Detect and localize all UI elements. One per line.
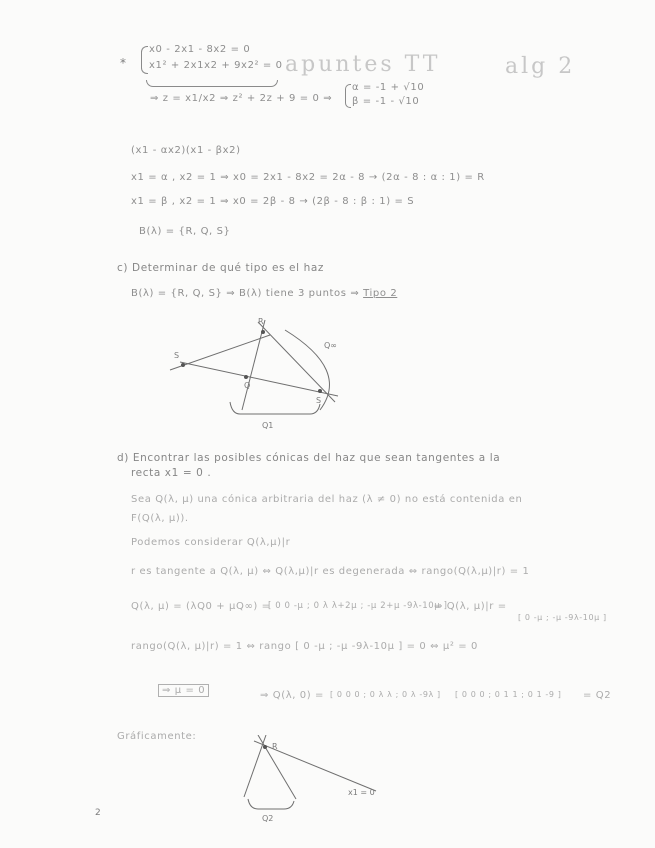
fig2-brace bbox=[248, 799, 294, 809]
fig1-label-left: S bbox=[174, 351, 180, 360]
matrix-2: [ 0 -μ ; -μ -9λ-10μ ] bbox=[518, 613, 607, 622]
roots-brace bbox=[345, 84, 351, 108]
fig1-line-rs-left bbox=[170, 335, 270, 370]
fig1-line-top-q bbox=[242, 320, 265, 410]
part-d-heading-1: d) Encontrar las posibles cónicas del haz que sean tangentes a la bbox=[117, 452, 501, 464]
underbrace bbox=[146, 80, 278, 87]
fig2-label-q2: Q2 bbox=[262, 814, 274, 823]
figure-2-tangent bbox=[226, 735, 396, 825]
factorization: (x1 - αx2)(x1 - βx2) bbox=[131, 145, 241, 156]
part-d-p1-2: F(Q(λ, μ)). bbox=[131, 513, 189, 524]
part-d-heading-2: recta x1 = 0 . bbox=[131, 467, 212, 479]
bullet: * bbox=[120, 56, 127, 70]
fig1-label-right: S bbox=[316, 396, 322, 405]
fig1-point-q bbox=[244, 375, 248, 379]
fig2-point-r bbox=[263, 745, 267, 749]
system-brace bbox=[141, 46, 148, 74]
part-d-p2: Podemos considerar Q(λ,μ)|r bbox=[131, 537, 291, 548]
mu-zero-box: ⇒ μ = 0 bbox=[158, 684, 209, 697]
fig1-point-right bbox=[318, 389, 322, 393]
faint-title: apuntes TT bbox=[285, 52, 441, 77]
fig1-arc-right bbox=[285, 330, 329, 410]
part-c-text-prefix: B(λ) = {R, Q, S} ⇒ B(λ) tiene 3 puntos ⇒ bbox=[131, 288, 360, 299]
faint-title-right: alg 2 bbox=[505, 54, 576, 79]
fig1-label-top: R bbox=[258, 317, 264, 326]
matrix-4: [ 0 0 0 ; 0 1 1 ; 0 1 -9 ] bbox=[455, 690, 562, 699]
equation-2: x1² + 2x1x2 + 9x2² = 0 bbox=[149, 60, 283, 71]
part-d-p1-1: Sea Q(λ, μ) una cónica arbitraria del haz (λ ≠ 0) no está contenida en bbox=[131, 494, 523, 505]
matrix-3: [ 0 0 0 ; 0 λ λ ; 0 λ -9λ ] bbox=[330, 690, 441, 699]
part-d-p6-rest: ⇒ Q(λ, 0) = bbox=[260, 690, 325, 701]
root-beta: β = -1 - √10 bbox=[352, 96, 420, 107]
fig2-label-r: R bbox=[272, 742, 278, 751]
equation-1: x0 - 2x1 - 8x2 = 0 bbox=[149, 44, 251, 55]
part-c-text bbox=[131, 288, 397, 299]
part-d-p4-right: ⇒ Q(λ, μ)|r = bbox=[434, 601, 507, 612]
fig1-line-bottom bbox=[180, 362, 338, 396]
fig1-point-left bbox=[181, 363, 185, 367]
matrix-1: [ 0 0 -μ ; 0 λ λ+2μ ; -μ 2+μ -9λ-10μ ] bbox=[268, 601, 448, 611]
fig2-label-line: x1 = 0 bbox=[348, 788, 375, 797]
part-c-tipo: Tipo 2 bbox=[363, 288, 398, 299]
fig1-label-qinf: Q∞ bbox=[324, 341, 337, 350]
fig1-label-q1: Q1 bbox=[262, 421, 274, 430]
part-d-p6-end: = Q2 bbox=[583, 690, 612, 701]
root-alpha: α = -1 + √10 bbox=[352, 82, 425, 93]
point-r-line: x1 = α , x2 = 1 ⇒ x0 = 2x1 - 8x2 = 2α - 8 → (2α - 8 : α : 1) = R bbox=[131, 172, 485, 183]
part-d-p5: rango(Q(λ, μ)|r) = 1 ⇔ rango [ 0 -μ ; -μ -9λ-10μ ] = 0 ⇔ μ² = 0 bbox=[131, 641, 478, 652]
part-d-p4-left: Q(λ, μ) = (λQ0 + μQ∞) = bbox=[131, 601, 271, 612]
part-c-heading: c) Determinar de qué tipo es el haz bbox=[117, 262, 324, 274]
point-s-line: x1 = β , x2 = 1 ⇒ x0 = 2β - 8 → (2β - 8 : β : 1) = S bbox=[131, 196, 415, 207]
fig1-label-q: Q bbox=[244, 381, 251, 390]
part-d-p3: r es tangente a Q(λ, μ) ⇔ Q(λ,μ)|r es degenerada ⇔ rango(Q(λ,μ)|r) = 1 bbox=[131, 566, 530, 577]
figure-1-triangle bbox=[160, 310, 360, 440]
fig1-point-top bbox=[261, 330, 265, 334]
part-d-p7: Gráficamente: bbox=[117, 731, 197, 742]
base-points: B(λ) = {R, Q, S} bbox=[139, 226, 231, 237]
fig1-line-top-right bbox=[258, 322, 335, 402]
page-number: 2 bbox=[95, 808, 102, 818]
substitution: ⇒ z = x1/x2 ⇒ z² + 2z + 9 = 0 ⇒ bbox=[150, 93, 333, 104]
